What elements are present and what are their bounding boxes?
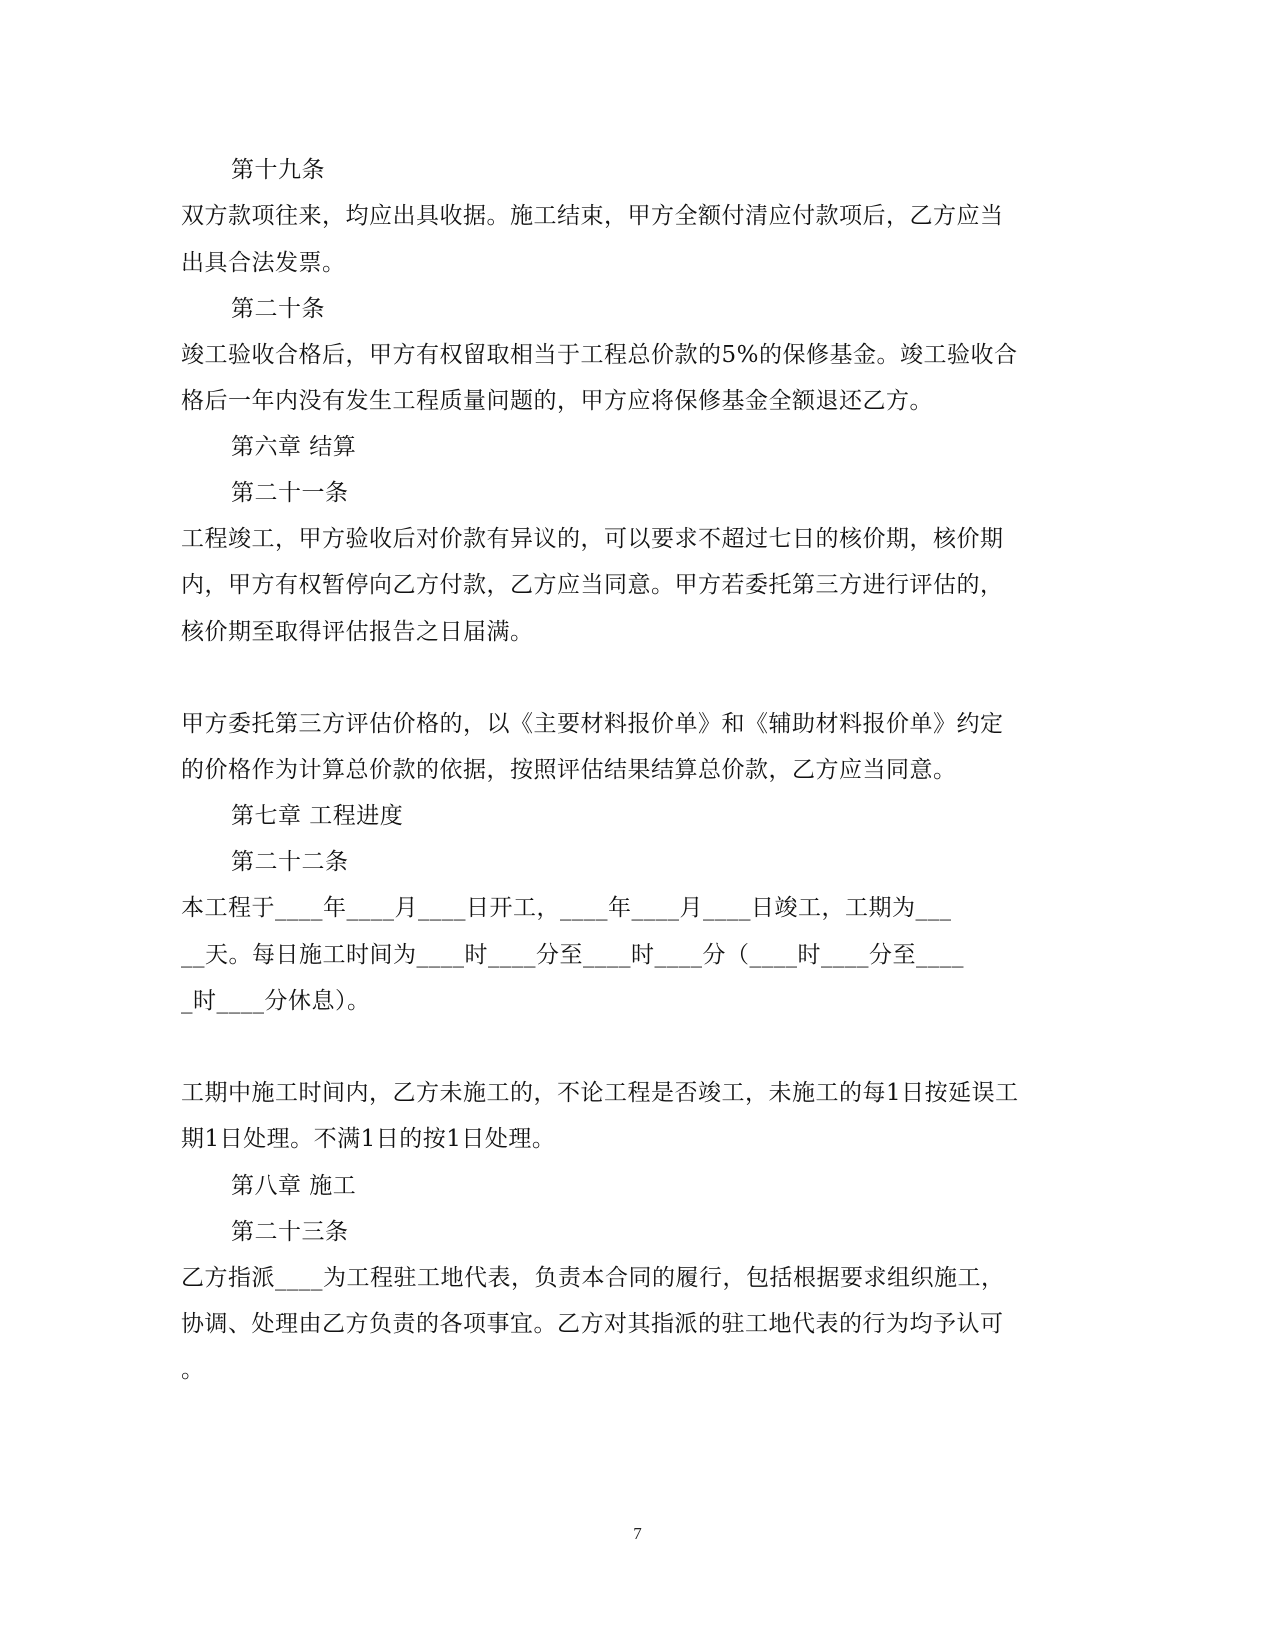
article-22-paragraph-2-line-1: 工期中施工时间内，乙方未施工的，不论工程是否竣工，未施工的每1日按延误工: [181, 1080, 1019, 1106]
article-21-paragraph-2-line-2: 的价格作为计算总价款的依据，按照评估结果结算总价款，乙方应当同意。: [181, 757, 957, 783]
article-21-heading: 第二十一条: [231, 480, 349, 506]
article-20-heading: 第二十条: [231, 296, 325, 322]
article-19-heading: 第十九条: [231, 157, 325, 183]
article-22-text-line-2: __天。每日施工时间为____时____分至____时____分（____时____分至____: [181, 942, 964, 968]
article-21-text-line-1: 工程竣工，甲方验收后对价款有异议的，可以要求不超过七日的核价期，核价期: [181, 526, 1004, 552]
article-21-text-line-3: 核价期至取得评估报告之日届满。: [181, 619, 534, 645]
chapter-7-heading: 第七章 工程进度: [231, 803, 404, 829]
article-21-paragraph-2-line-1: 甲方委托第三方评估价格的，以《主要材料报价单》和《辅助材料报价单》约定: [181, 711, 1004, 737]
article-20-text-line-2: 格后一年内没有发生工程质量问题的，甲方应将保修基金全额退还乙方。: [181, 388, 933, 414]
chapter-6-heading: 第六章 结算: [231, 434, 357, 460]
article-23-heading: 第二十三条: [231, 1219, 349, 1245]
article-21-text-line-2: 内，甲方有权暂停向乙方付款，乙方应当同意。甲方若委托第三方进行评估的，: [181, 572, 1004, 598]
article-22-text-line-3: _时____分休息）。: [181, 988, 371, 1014]
article-23-text-line-3: 。: [181, 1357, 205, 1383]
article-23-text-line-1: 乙方指派____为工程驻工地代表，负责本合同的履行，包括根据要求组织施工，: [181, 1265, 1005, 1291]
article-23-text-line-2: 协调、处理由乙方负责的各项事宜。乙方对其指派的驻工地代表的行为均予认可: [181, 1311, 1004, 1337]
article-20-text-line-1: 竣工验收合格后，甲方有权留取相当于工程总价款的5%的保修基金。竣工验收合: [181, 342, 1018, 368]
article-22-paragraph-2-line-2: 期1日处理。不满1日的按1日处理。: [181, 1126, 556, 1152]
page-number: 7: [633, 1524, 642, 1543]
chapter-8-heading: 第八章 施工: [231, 1173, 357, 1199]
article-19-text-line-1: 双方款项往来，均应出具收据。施工结束，甲方全额付清应付款项后，乙方应当: [181, 203, 1004, 229]
article-22-text-line-1: 本工程于____年____月____日开工，____年____月____日竣工，工期为___: [181, 895, 952, 921]
article-22-heading: 第二十二条: [231, 849, 349, 875]
article-19-text-line-2: 出具合法发票。: [181, 250, 346, 276]
